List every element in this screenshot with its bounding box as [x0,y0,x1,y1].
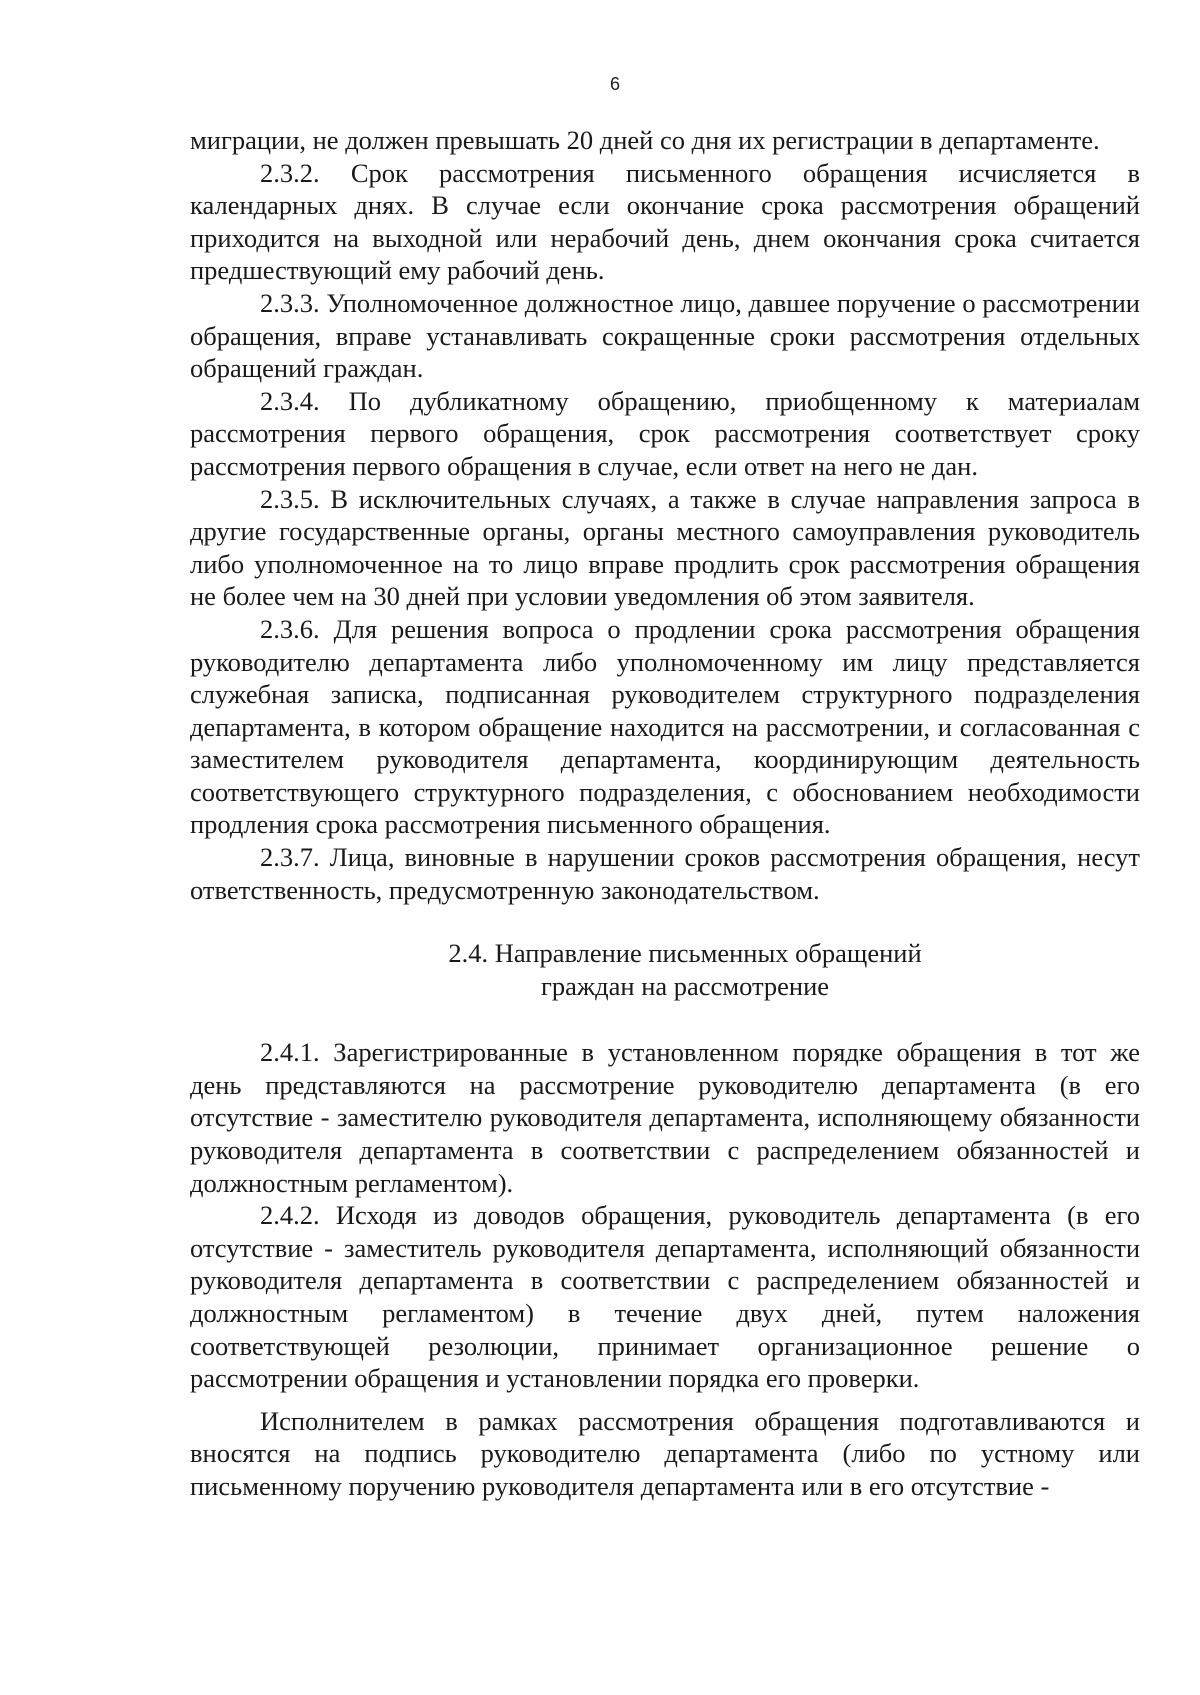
paragraph: миграции, не должен превышать 20 дней со дня их регистрации в департаменте. [190,125,1100,155]
section-2-3-paragraphs [190,124,1140,906]
paragraph: 2.3.3. Уполномоченное должностное лицо, давшее поручение о рассмотрении обращения, вправе устанавливать сокращенные сроки рассмотрения отдельных обращений граждан. [190,287,1140,384]
paragraph-spacer [190,1395,1140,1405]
section-2-4-paragraphs [190,1036,1140,1502]
document-body [190,124,1140,1503]
paragraph: 2.3.5. В исключительных случаях, а также в случае направления запроса в другие государственные органы, органы местного самоуправления руководитель либо уполномоченное на то лицо вправе продлить срок рассмотрения обращения не более чем на 30 дней при условии уведомления об этом заявителя. [190,483,1140,612]
section-heading-line-2: граждан на рассмотрение [540,971,830,1002]
paragraph: 2.3.4. По дубликатному обращению, приобщенному к материалам рассмотрения первого обращения, срок рассмотрения соответствует сроку рассмотрения первого обращения в случае, если ответ на него не дан. [190,385,1140,481]
paragraph: 2.3.7. Лица, виновные в нарушении сроков рассмотрения обращения, несут ответственность, предусмотренную законодательством. [190,842,1140,905]
paragraph: 2.4.1. Зарегистрированные в установленном порядке обращения в тот же день представляются на рассмотрение руководителю департамента (в его отсутствие - заместителю руководителя департамента, исполняющему обязанности руководителя департамента в соответствии с распределением обязанностей и должностным регламентом). [190,1037,1140,1198]
page-number: 6 [609,74,620,94]
section-heading [190,937,1140,1003]
paragraph: 2.3.2. Срок рассмотрения письменного обращения исчисляется в календарных днях. В случае если окончание срока рассмотрения обращений приходится на выходной или нерабочий день, днем окончания срока считается предшествующий ему рабочий день. [190,157,1140,286]
paragraph: 2.3.6. Для решения вопроса о продлении срока рассмотрения обращения руководителю департамента либо уполномоченному им лицу представляется служебная записка, подписанная руководителем структурного подразделения департамента, в котором обращение находится на рассмотрении, и согласованная с заместителем руководителя департамента, координирующим деятельность соответствующего структурного подразделения, с обоснованием необходимости продления срока рассмотрения письменного обращения. [190,613,1140,840]
section-heading-line-1: 2.4. Направление письменных обращений [448,938,922,969]
paragraph: 2.4.2. Исходя из доводов обращения, руководитель департамента (в его отсутствие - заместитель руководителя департамента, исполняющий обязанности руководителя департамента в соответствии с распределением обязанностей и должностным регламентом) в течение двух дней, путем наложения соответствующей резолюции, принимает организационное решение о рассмотрении обращения и установлении порядка его проверки. [190,1200,1140,1394]
paragraph: Исполнителем в рамках рассмотрения обращения подготавливаются и вносятся на подпись руководителю департамента (либо по устному или письменному поручению руководителя департамента или в его отсутствие - [190,1405,1140,1501]
